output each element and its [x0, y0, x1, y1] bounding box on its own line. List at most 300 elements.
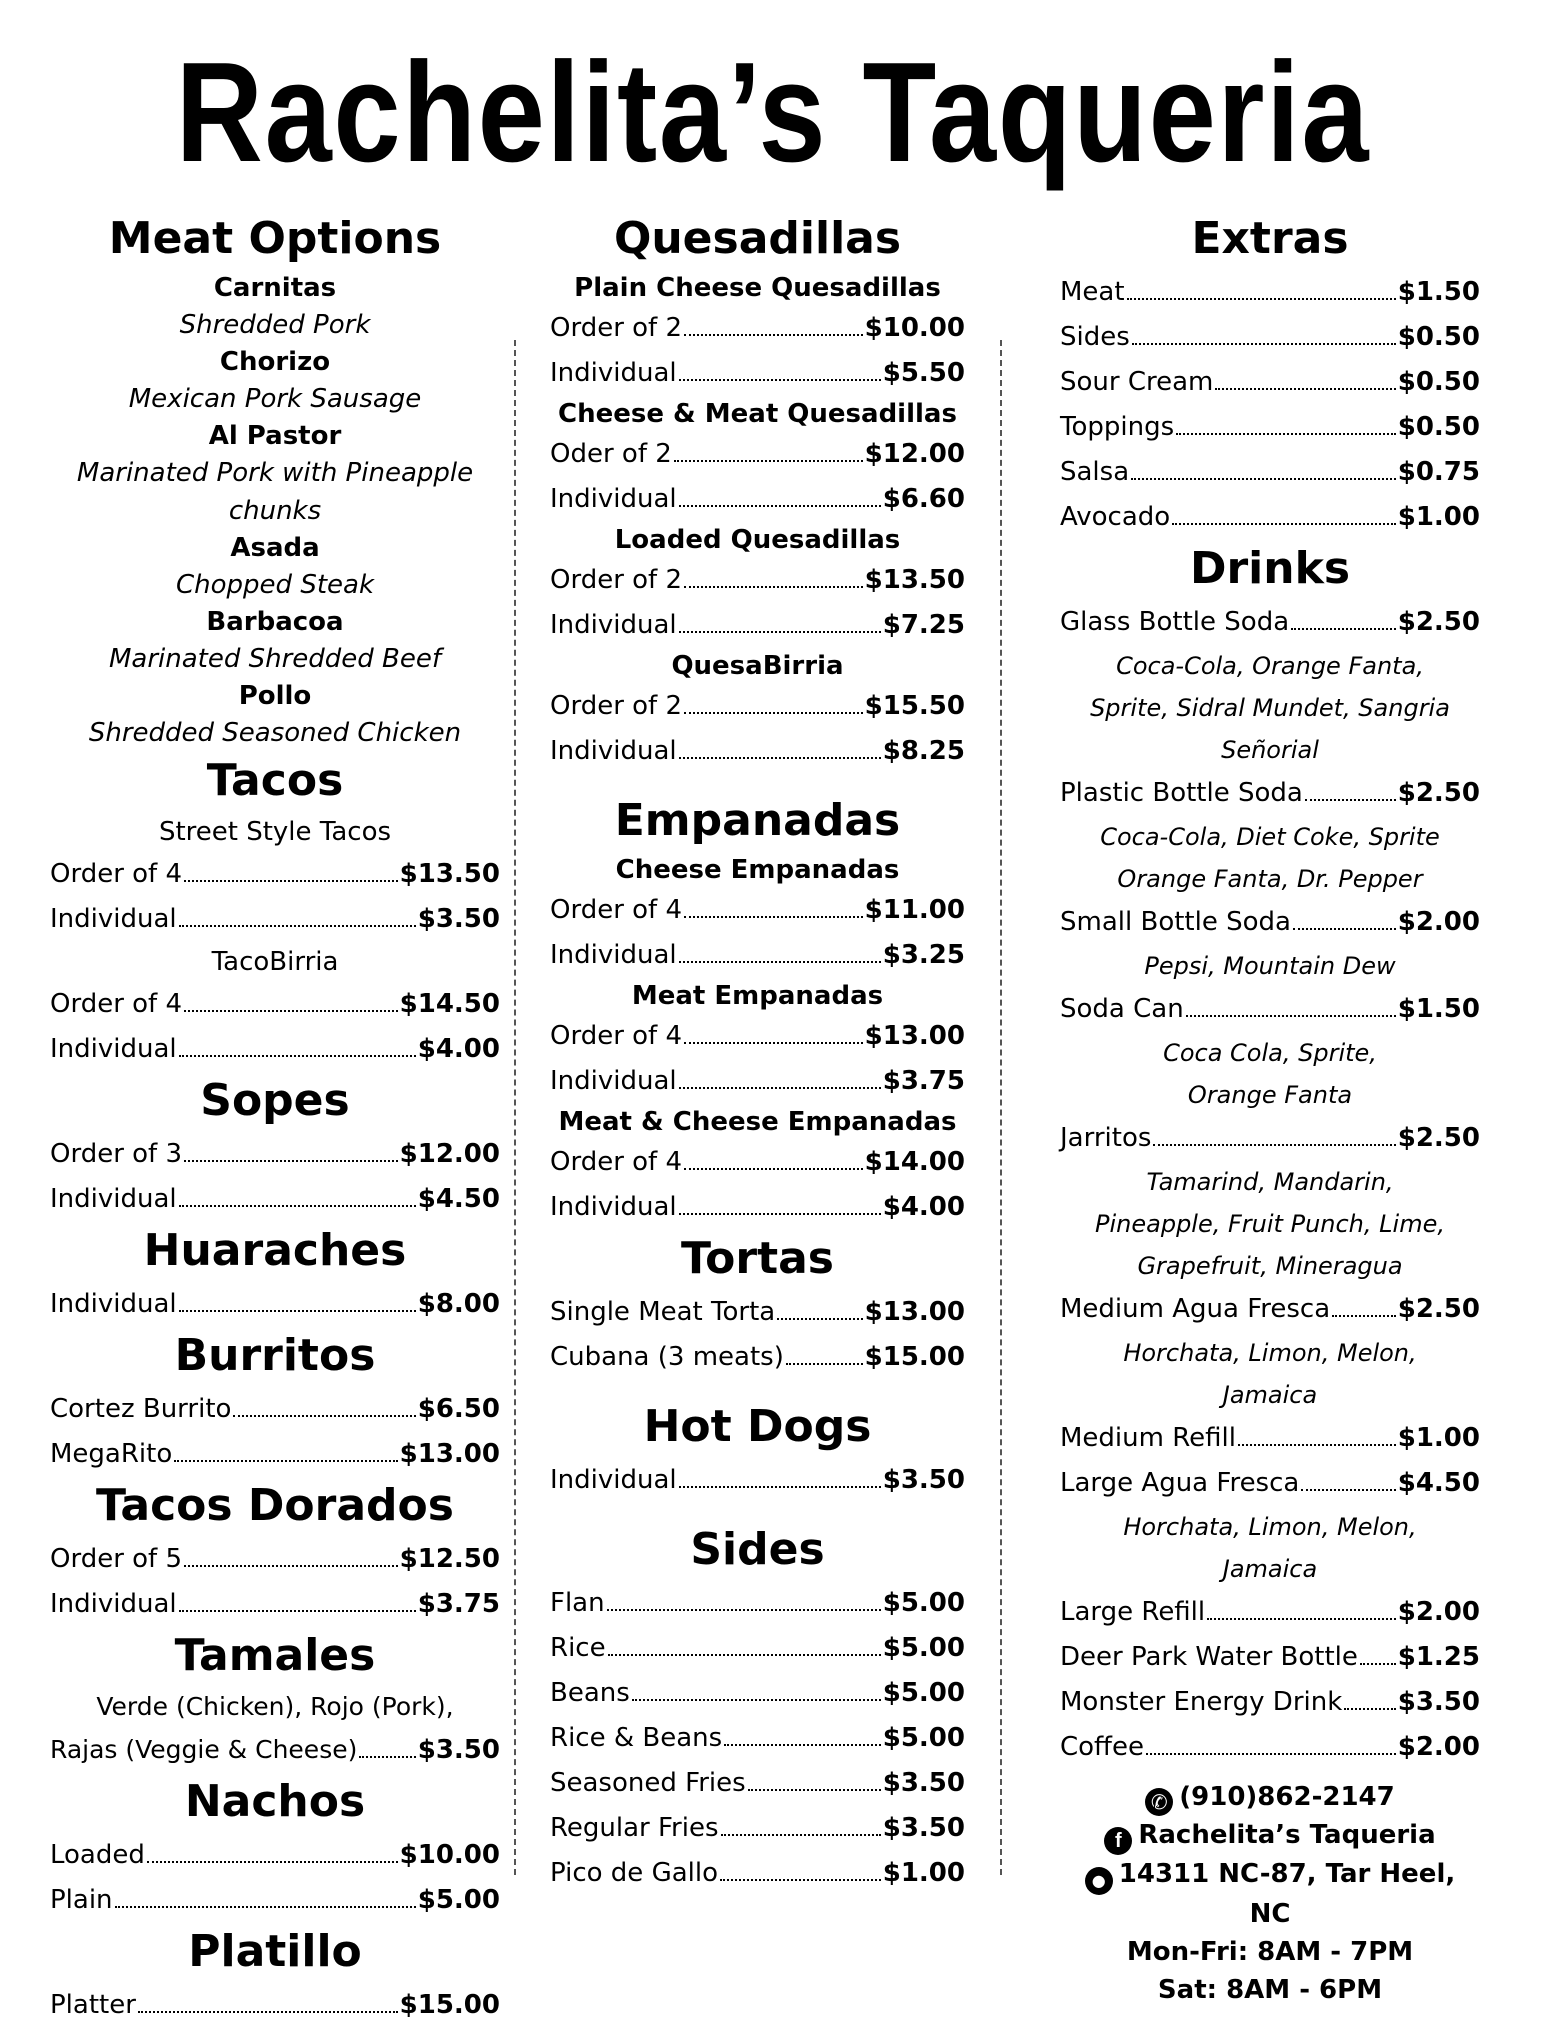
menu-item-row	[550, 1140, 965, 1185]
menu-item-row	[50, 1833, 500, 1878]
item-name: Sides	[1060, 322, 1130, 352]
item-price: $5.50	[882, 358, 965, 388]
menu-item-row	[1060, 315, 1480, 360]
item-price: $13.00	[864, 1297, 965, 1327]
item-name: Order of 4	[550, 1147, 683, 1177]
menu-item-row	[550, 1626, 965, 1671]
dot-leader	[679, 961, 881, 963]
dot-leader	[184, 1565, 398, 1567]
menu-item-row	[550, 1851, 965, 1896]
menu-item-row	[50, 1878, 500, 1923]
column-divider-left	[514, 340, 516, 1875]
item-price: $1.50	[1397, 994, 1480, 1024]
dot-leader	[684, 1168, 863, 1170]
item-price: $15.50	[864, 691, 965, 721]
drink-flavors: Pepsi, Mountain Dew	[1144, 952, 1396, 980]
menu-item-row	[550, 1290, 965, 1335]
item-name: Rice	[550, 1633, 606, 1663]
menu-item-row	[550, 684, 965, 729]
section-heading-burritos: Burritos	[174, 1330, 376, 1381]
menu-item-row	[550, 1581, 965, 1626]
item-price: $3.25	[882, 940, 965, 970]
item-price: $3.75	[417, 1589, 500, 1619]
item-name: Pico de Gallo	[550, 1858, 718, 1888]
menu-item-row	[550, 933, 965, 978]
item-price: $0.50	[1397, 412, 1480, 442]
dot-leader	[684, 586, 863, 588]
drink-flavors: Coca-Cola, Diet Coke, Sprite	[1100, 823, 1440, 851]
menu-item-row	[50, 982, 500, 1027]
menu-item-row	[550, 432, 965, 477]
menu-item-row	[1060, 1416, 1480, 1461]
menu-item-row	[1060, 405, 1480, 450]
item-price: $5.00	[882, 1588, 965, 1618]
item-price: $12.00	[864, 439, 965, 469]
menu-item-row	[50, 1132, 500, 1177]
dot-leader	[184, 1010, 398, 1012]
menu-item-row	[50, 1387, 500, 1432]
dot-leader	[786, 1363, 863, 1365]
item-price: $5.00	[882, 1723, 965, 1753]
menu-item-row	[1060, 771, 1480, 816]
item-name: Beans	[550, 1678, 630, 1708]
item-price: $11.00	[864, 895, 965, 925]
menu-item-row	[550, 477, 965, 522]
dot-leader	[748, 1789, 881, 1791]
dot-leader	[1238, 1444, 1396, 1446]
dot-leader	[174, 1460, 397, 1462]
dot-leader	[679, 505, 881, 507]
dot-leader	[674, 460, 863, 462]
dot-leader	[1207, 1618, 1396, 1620]
menu-item-row	[550, 603, 965, 648]
dot-leader	[679, 1087, 881, 1089]
dot-leader	[721, 1834, 881, 1836]
item-name: Glass Bottle Soda	[1060, 607, 1290, 637]
dot-leader	[1153, 1144, 1395, 1146]
dot-leader	[1344, 1708, 1395, 1710]
platillo-list	[50, 1983, 500, 2028]
dot-leader	[679, 1486, 881, 1488]
item-price: $3.50	[417, 904, 500, 934]
item-price: $3.50	[1397, 1687, 1480, 1717]
menu-column-right	[1060, 210, 1480, 2009]
menu-item-row	[1060, 1116, 1480, 1161]
dot-leader	[720, 1879, 881, 1881]
item-price: $0.75	[1397, 457, 1480, 487]
item-name: Order of 3	[50, 1139, 183, 1169]
item-price: $7.25	[882, 610, 965, 640]
item-price: $6.60	[882, 484, 965, 514]
menu-item-row	[550, 1806, 965, 1851]
subsection-heading: Cheese & Meat Quesadillas	[558, 399, 957, 429]
menu-item-row	[50, 1582, 500, 1627]
menu-item-row	[50, 1432, 500, 1477]
item-price: $2.00	[1397, 1732, 1480, 1762]
street-tacos-list	[50, 852, 500, 942]
dot-leader	[607, 1609, 881, 1611]
drink-flavors: Coca Cola, Sprite,	[1163, 1039, 1377, 1067]
menu-item-row	[1060, 1287, 1480, 1332]
meat-option-desc: Marinated Pork with Pineapple chunks	[76, 458, 474, 526]
section-heading-sopes: Sopes	[200, 1075, 350, 1126]
phone-icon: ✆	[1145, 1788, 1173, 1816]
dot-leader	[138, 2011, 398, 2013]
section-heading-meat-options: Meat Options	[108, 213, 442, 264]
dot-leader	[179, 1610, 416, 1612]
drink-flavors: Señorial	[1221, 736, 1319, 764]
section-heading-quesadillas: Quesadillas	[613, 213, 902, 264]
item-name: Cubana (3 meats)	[550, 1342, 784, 1372]
item-price: $4.00	[882, 1192, 965, 1222]
item-price: $4.00	[417, 1034, 500, 1064]
item-price: $5.00	[882, 1678, 965, 1708]
dot-leader	[184, 880, 398, 882]
meat-option-desc: Chopped Steak	[176, 570, 374, 600]
drink-flavors: Grapefruit, Mineragua	[1137, 1252, 1403, 1280]
menu-item-row	[1060, 600, 1480, 645]
meat-option-desc: Mexican Pork Sausage	[128, 384, 422, 414]
dot-leader	[179, 1310, 416, 1312]
section-heading-drinks: Drinks	[1189, 543, 1351, 594]
item-price: $13.50	[864, 565, 965, 595]
menu-item-row	[550, 888, 965, 933]
menu-item-row	[550, 558, 965, 603]
item-price: $3.50	[417, 1735, 500, 1765]
menu-item-row	[1060, 270, 1480, 315]
empanadas-groups	[550, 852, 965, 1230]
item-name: Sour Cream	[1060, 367, 1214, 397]
dot-leader	[1305, 799, 1396, 801]
menu-item-row	[550, 1335, 965, 1380]
section-heading-huaraches: Huaraches	[143, 1225, 407, 1276]
item-price: $8.25	[882, 736, 965, 766]
column-divider-right	[1000, 340, 1002, 1875]
menu-item-row	[1060, 1635, 1480, 1680]
item-price: $3.50	[882, 1465, 965, 1495]
menu-item-row	[550, 1458, 965, 1503]
contact-info	[1060, 1778, 1480, 2009]
meat-option-desc: Shredded Seasoned Chicken	[88, 718, 462, 748]
menu-item-row	[550, 1716, 965, 1761]
dot-leader	[1127, 298, 1396, 300]
menu-item-row	[50, 852, 500, 897]
item-price: $13.50	[399, 859, 500, 889]
item-price: $0.50	[1397, 322, 1480, 352]
menu-item-row	[1060, 1725, 1480, 1770]
item-name: Large Refill	[1060, 1597, 1206, 1627]
subsection-heading: Meat Empanadas	[631, 981, 884, 1011]
menu-column-center	[550, 210, 965, 1896]
drink-flavors: Jamaica	[1222, 1381, 1318, 1409]
menu-item-row	[550, 1014, 965, 1059]
contact-phone	[1060, 1778, 1480, 1816]
item-name: Individual	[550, 1465, 677, 1495]
section-heading-platillo: Platillo	[188, 1926, 362, 1977]
item-name: Order of 4	[550, 1021, 683, 1051]
phone-number: (910)862-2147	[1179, 1782, 1395, 1812]
dot-leader	[608, 1654, 881, 1656]
dot-leader	[777, 1318, 862, 1320]
item-price: $8.00	[417, 1289, 500, 1319]
sopes-list	[50, 1132, 500, 1222]
item-name: Regular Fries	[550, 1813, 719, 1843]
menu-item-row	[50, 1027, 500, 1072]
dot-leader	[1301, 1489, 1395, 1491]
dot-leader	[179, 925, 416, 927]
dot-leader	[1291, 628, 1396, 630]
item-name: Cortez Burrito	[50, 1394, 232, 1424]
meat-option-desc: Shredded Pork	[179, 310, 371, 340]
location-pin-icon: ●	[1085, 1867, 1113, 1895]
item-name: Deer Park Water Bottle	[1060, 1642, 1358, 1672]
item-price: $3.75	[882, 1066, 965, 1096]
item-price: $6.50	[417, 1394, 500, 1424]
item-name: Order of 5	[50, 1544, 183, 1574]
menu-column-left	[50, 210, 500, 2028]
item-name: MegaRito	[50, 1439, 173, 1469]
dot-leader	[1332, 1315, 1396, 1317]
address-text: 14311 NC-87, Tar Heel, NC	[1118, 1859, 1456, 1929]
dot-leader	[1186, 1015, 1396, 1017]
dot-leader	[1176, 433, 1396, 435]
subsection-heading: Plain Cheese Quesadillas	[574, 273, 941, 303]
item-name: Individual	[50, 1184, 177, 1214]
dot-leader	[359, 1756, 415, 1758]
item-name: Small Bottle Soda	[1060, 907, 1291, 937]
dot-leader	[1131, 478, 1396, 480]
dot-leader	[684, 1042, 863, 1044]
item-name: Order of 4	[50, 859, 183, 889]
section-heading-sides: Sides	[690, 1524, 825, 1575]
item-price: $1.25	[1397, 1642, 1480, 1672]
menu-item-row	[1060, 987, 1480, 1032]
huaraches-list	[50, 1282, 500, 1327]
dot-leader	[679, 379, 881, 381]
item-name: Plain	[50, 1885, 113, 1915]
meat-option-name: Barbacoa	[206, 607, 344, 637]
drink-flavors: Tamarind, Mandarin,	[1146, 1168, 1394, 1196]
item-price: $13.00	[864, 1021, 965, 1051]
item-name: Rice & Beans	[550, 1723, 723, 1753]
sides-list	[550, 1581, 965, 1896]
item-price: $14.50	[399, 989, 500, 1019]
item-price: $15.00	[399, 1990, 500, 2020]
item-name: Soda Can	[1060, 994, 1184, 1024]
item-price: $12.00	[399, 1139, 500, 1169]
item-name: Single Meat Torta	[550, 1297, 776, 1327]
dot-leader	[632, 1699, 881, 1701]
dot-leader	[679, 757, 881, 759]
meat-option-name: Pollo	[238, 681, 312, 711]
meat-option-name: Asada	[230, 533, 320, 563]
dot-leader	[1146, 1753, 1396, 1755]
item-price: $2.50	[1397, 778, 1480, 808]
drink-flavors: Orange Fanta	[1187, 1081, 1353, 1109]
quesadillas-groups	[550, 270, 965, 774]
item-name: Order of 2	[550, 691, 683, 721]
item-price: $5.00	[417, 1885, 500, 1915]
section-heading-tortas: Tortas	[680, 1233, 834, 1284]
item-name: Jarritos	[1060, 1123, 1152, 1153]
item-name: Order of 4	[50, 989, 183, 1019]
nachos-list	[50, 1833, 500, 1923]
item-price: $1.50	[1397, 277, 1480, 307]
drink-flavors: Horchata, Limon, Melon,	[1123, 1513, 1417, 1541]
item-price: $1.00	[1397, 502, 1480, 532]
hours-weekday: Mon-Fri: 8AM - 7PM	[1126, 1937, 1414, 1967]
menu-item-row	[550, 1671, 965, 1716]
item-name: Rajas (Veggie & Cheese)	[50, 1735, 358, 1764]
meat-option-name: Al Pastor	[208, 421, 342, 451]
item-price: $4.50	[1397, 1468, 1480, 1498]
item-name: Avocado	[1060, 502, 1171, 532]
item-name: Individual	[550, 358, 677, 388]
tacos-dorados-list	[50, 1537, 500, 1627]
facebook-icon: f	[1104, 1827, 1132, 1855]
dot-leader	[147, 1861, 398, 1863]
item-name: Individual	[50, 904, 177, 934]
item-price: $3.50	[882, 1813, 965, 1843]
menu-item-tamales	[50, 1727, 500, 1773]
drink-flavors: Horchata, Limon, Melon,	[1123, 1339, 1417, 1367]
dot-leader	[684, 334, 863, 336]
menu-item-row	[50, 1537, 500, 1582]
item-name: Individual	[50, 1289, 177, 1319]
item-name: Large Agua Fresca	[1060, 1468, 1300, 1498]
item-name: Individual	[550, 1066, 677, 1096]
meat-option-name: Carnitas	[213, 273, 337, 303]
section-heading-tacos: Tacos	[206, 755, 344, 806]
tacobirria-list	[50, 982, 500, 1072]
hot-dogs-list	[550, 1458, 965, 1503]
item-name: Loaded	[50, 1840, 145, 1870]
item-name: Oder of 2	[550, 439, 672, 469]
burritos-list	[50, 1387, 500, 1477]
item-name: Order of 2	[550, 313, 683, 343]
menu-item-row	[550, 1185, 965, 1230]
subsection-heading: Cheese Empanadas	[615, 855, 900, 885]
item-price: $10.00	[864, 313, 965, 343]
meat-option-desc: Marinated Shredded Beef	[108, 644, 442, 674]
item-name: Toppings	[1060, 412, 1175, 442]
item-name: Order of 4	[550, 895, 683, 925]
menu-item-row	[1060, 450, 1480, 495]
street-tacos-label: Street Style Tacos	[158, 817, 392, 847]
facebook-name: Rachelita’s Taqueria	[1138, 1820, 1436, 1850]
menu-item-row	[1060, 360, 1480, 405]
item-price: $12.50	[399, 1544, 500, 1574]
item-name: Individual	[550, 940, 677, 970]
contact-facebook	[1060, 1816, 1480, 1855]
item-name: Coffee	[1060, 1732, 1144, 1762]
item-price: $13.00	[399, 1439, 500, 1469]
tamales-varieties: Verde (Chicken), Rojo (Pork),	[96, 1692, 454, 1721]
dot-leader	[1132, 343, 1396, 345]
menu-item-row	[550, 729, 965, 774]
menu-item-row	[50, 1282, 500, 1327]
item-name: Monster Energy Drink	[1060, 1687, 1343, 1717]
extras-list	[1060, 270, 1480, 540]
dot-leader	[184, 1160, 398, 1162]
menu-item-row	[550, 1059, 965, 1104]
item-price: $10.00	[399, 1840, 500, 1870]
drink-flavors: Jamaica	[1222, 1555, 1318, 1583]
item-name: Medium Agua Fresca	[1060, 1294, 1331, 1324]
item-name: Individual	[550, 736, 677, 766]
dot-leader	[1360, 1663, 1396, 1665]
section-heading-empanadas: Empanadas	[614, 795, 901, 846]
dot-leader	[1293, 928, 1396, 930]
dot-leader	[684, 712, 863, 714]
menu-item-row	[1060, 1461, 1480, 1506]
menu-item-row	[50, 897, 500, 942]
item-name: Seasoned Fries	[550, 1768, 746, 1798]
menu-item-row	[50, 1177, 500, 1222]
item-name: Medium Refill	[1060, 1423, 1236, 1453]
menu-item-row	[1060, 495, 1480, 540]
dot-leader	[115, 1906, 416, 1908]
item-price: $2.50	[1397, 1294, 1480, 1324]
subsection-heading: Loaded Quesadillas	[614, 525, 901, 555]
dot-leader	[684, 916, 863, 918]
dot-leader	[179, 1205, 416, 1207]
menu-item-row	[550, 1761, 965, 1806]
dot-leader	[233, 1415, 415, 1417]
menu-item-row	[50, 1983, 500, 2028]
item-price: $2.50	[1397, 1123, 1480, 1153]
section-heading-extras: Extras	[1191, 213, 1349, 264]
item-name: Meat	[1060, 277, 1125, 307]
section-heading-tacos-dorados: Tacos Dorados	[96, 1480, 454, 1531]
item-name: Platter	[50, 1990, 136, 2020]
drink-flavors: Sprite, Sidral Mundet, Sangria	[1090, 694, 1450, 722]
item-name: Individual	[50, 1034, 177, 1064]
item-name: Individual	[550, 484, 677, 514]
item-price: $1.00	[882, 1858, 965, 1888]
dot-leader	[179, 1055, 416, 1057]
tortas-list	[550, 1290, 965, 1380]
restaurant-title: Rachelita’s Taqueria	[175, 33, 1371, 192]
menu-item-row	[1060, 1590, 1480, 1635]
drink-flavors: Coca-Cola, Orange Fanta,	[1116, 652, 1424, 680]
menu-item-row	[550, 351, 965, 396]
item-price: $1.00	[1397, 1423, 1480, 1453]
menu-item-row	[550, 306, 965, 351]
item-price: $2.00	[1397, 907, 1480, 937]
hours-saturday: Sat: 8AM - 6PM	[1157, 1975, 1383, 2005]
item-price: $3.50	[882, 1768, 965, 1798]
menu-item-row	[1060, 900, 1480, 945]
section-heading-hot-dogs: Hot Dogs	[643, 1401, 872, 1452]
section-heading-nachos: Nachos	[184, 1776, 366, 1827]
section-heading-tamales: Tamales	[174, 1630, 376, 1681]
item-name: Individual	[50, 1589, 177, 1619]
drink-flavors: Pineapple, Fruit Punch, Lime,	[1095, 1210, 1445, 1238]
item-name: Individual	[550, 1192, 677, 1222]
meat-option-name: Chorizo	[219, 347, 331, 377]
drink-flavors: Orange Fanta, Dr. Pepper	[1117, 865, 1423, 893]
dot-leader	[724, 1744, 881, 1746]
dot-leader	[1172, 523, 1396, 525]
item-price: $14.00	[864, 1147, 965, 1177]
dot-leader	[679, 1213, 881, 1215]
dot-leader	[679, 631, 881, 633]
item-price: $2.00	[1397, 1597, 1480, 1627]
item-name: Plastic Bottle Soda	[1060, 778, 1303, 808]
drinks-list	[1060, 600, 1480, 1770]
item-name: Individual	[550, 610, 677, 640]
